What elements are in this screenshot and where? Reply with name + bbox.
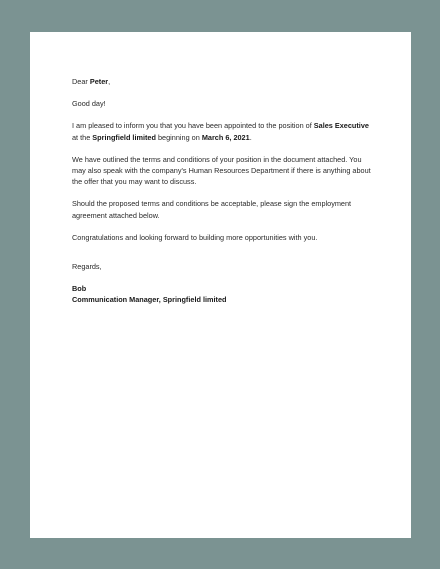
paragraph-agreement: Should the proposed terms and conditions be acceptable, please sign the employment agreement attached below. [72,199,352,220]
opening-line: Good day! [72,99,106,109]
paragraph-appointment [72,120,371,142]
closing: Regards, [72,262,102,272]
letter-page [30,32,411,538]
greeting [72,76,371,87]
appointment-text-4: . [249,132,252,142]
company-name: Springfield limited [92,132,156,142]
appointment-text-3: beginning on [155,132,202,142]
position-title: Sales Executive [313,121,369,131]
paragraph-congratulations: Congratulations and looking forward to building more opportunities with you. [72,232,318,242]
signature-block [72,283,371,305]
greeting-prefix: Dear [72,77,90,86]
recipient-name: Peter [89,77,109,86]
appointment-text-1: I am pleased to inform you that you have been appointed to the position of [72,121,314,131]
start-date: March 6, 2021 [201,132,250,142]
signature-title: Communication Manager, Springfield limited [72,295,227,305]
letter-body [72,76,371,306]
signature-name: Bob [72,284,87,294]
greeting-suffix: , [108,77,111,86]
appointment-text-2: at the [72,132,93,142]
paragraph-terms: We have outlined the terms and conditions of your position in the document attached. You may also speak with the company's Human Resources Department if there is anything about the offer that you may want to discuss. [72,154,371,187]
